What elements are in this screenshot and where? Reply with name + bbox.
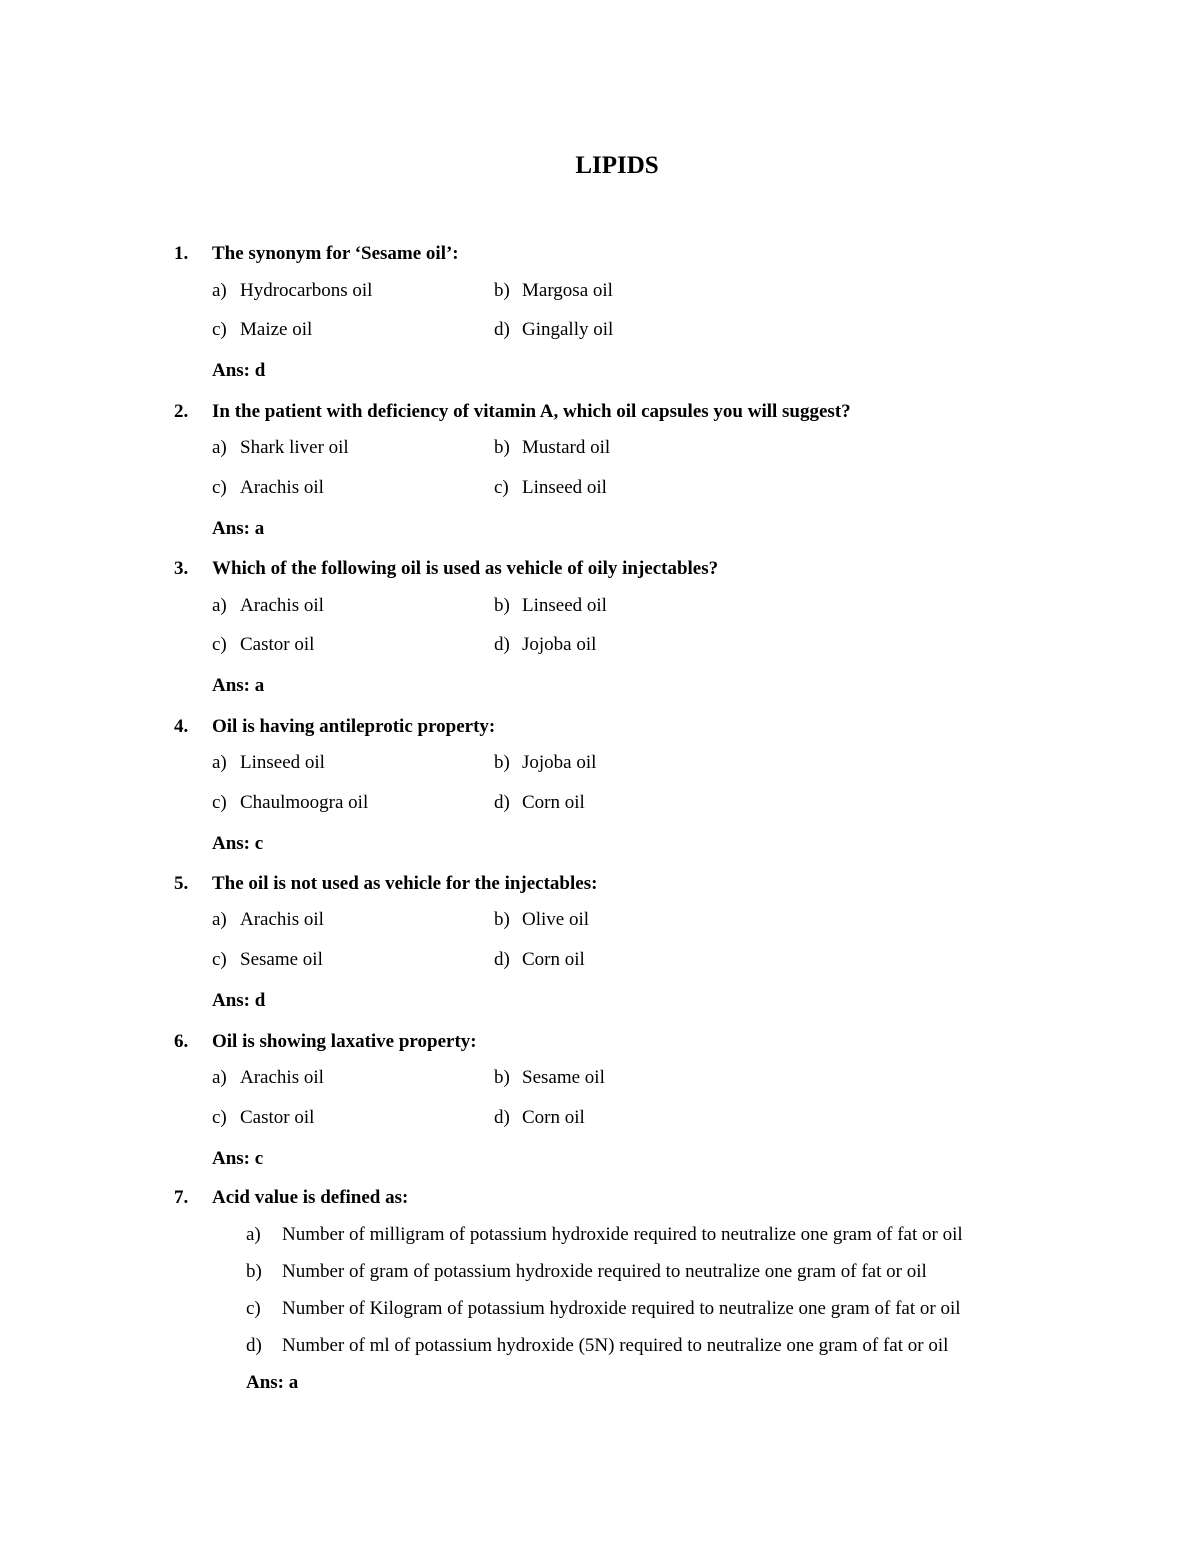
option-text: Jojoba oil [522,634,597,655]
option-a [212,752,325,774]
option-d [494,634,596,656]
option-label: d) [494,949,510,970]
option-text: Gingally oil [522,319,614,340]
option-c [212,634,314,656]
answer: Ans: c [212,833,264,854]
option-text: Castor oil [240,634,315,655]
option-text: Olive oil [522,909,590,930]
option-d [246,1335,948,1357]
option-c [212,477,324,499]
option-label: b) [246,1261,262,1282]
option-d [494,319,613,341]
option-label: d) [494,319,510,340]
option-label: d) [494,792,510,813]
question-number: 6. [174,1031,189,1052]
option-text: Hydrocarbons oil [240,280,373,301]
option-label: d) [246,1335,262,1356]
option-c [246,1298,961,1320]
option-text: Chaulmoogra oil [240,792,369,813]
option-text: Corn oil [522,949,585,970]
option-label: a) [212,595,227,616]
option-text: Number of ml of potassium hydroxide (5N) required to neutralize one gram of fat or oil [282,1335,949,1356]
question-text: Which of the following oil is used as vehicle of oily injectables? [212,558,719,579]
answer: Ans: d [212,990,266,1011]
option-text: Castor oil [240,1107,315,1128]
option-label: a) [212,1067,227,1088]
option-text: Shark liver oil [240,437,349,458]
option-text: Linseed oil [522,595,607,616]
option-d [494,792,585,814]
page-title: LIPIDS [575,152,659,179]
option-text: Number of milligram of potassium hydroxide required to neutralize one gram of fat or oil [282,1224,963,1245]
option-b [494,909,589,931]
question-text: Acid value is defined as: [212,1187,409,1208]
option-b [494,1067,605,1089]
option-label: b) [494,909,510,930]
answer: Ans: d [212,360,266,381]
option-d [494,1107,585,1129]
option-text: Corn oil [522,792,585,813]
option-text: Arachis oil [240,1067,324,1088]
question-number: 3. [174,558,189,579]
question-number: 4. [174,716,189,737]
option-b [494,752,596,774]
option-b [246,1261,927,1283]
option-label: c) [212,1107,227,1128]
option-label: c) [212,477,227,498]
option-text: Number of gram of potassium hydroxide required to neutralize one gram of fat or oil [282,1261,927,1282]
question-number: 5. [174,873,189,894]
question-text: In the patient with deficiency of vitamin A, which oil capsules you will suggest? [212,401,851,422]
option-a [246,1224,963,1246]
option-d [494,949,585,971]
option-text: Arachis oil [240,595,324,616]
option-c [212,319,312,341]
option-label: a) [212,752,227,773]
option-label: b) [494,1067,510,1088]
option-text: Corn oil [522,1107,585,1128]
option-c [212,792,368,814]
option-text: Jojoba oil [522,752,597,773]
option-label: a) [212,909,227,930]
option-label: b) [494,752,510,773]
answer: Ans: a [212,518,265,539]
option-label: c) [212,319,227,340]
option-b [494,595,607,617]
option-text: Maize oil [240,319,313,340]
question-number: 1. [174,243,189,264]
answer: Ans: a [212,675,265,696]
option-text: Sesame oil [240,949,323,970]
option-label: c) [494,477,509,498]
option-b [494,437,610,459]
option-text: Arachis oil [240,477,324,498]
option-label: c) [212,792,227,813]
option-text: Linseed oil [522,477,607,498]
answer: Ans: a [246,1372,299,1393]
option-label: a) [212,280,227,301]
option-c [212,1107,314,1129]
question-text: The synonym for ‘Sesame oil’: [212,243,459,264]
option-label: c) [246,1298,261,1319]
question-text: The oil is not used as vehicle for the injectables: [212,873,598,894]
option-label: d) [494,634,510,655]
option-text: Linseed oil [240,752,325,773]
option-label: c) [212,949,227,970]
option-label: d) [494,1107,510,1128]
option-label: a) [212,437,227,458]
question-text: Oil is having antileprotic property: [212,716,496,737]
option-text: Mustard oil [522,437,611,458]
question-number: 2. [174,401,189,422]
option-a [212,909,324,931]
option-label: b) [494,595,510,616]
answer: Ans: c [212,1148,264,1169]
option-a [212,437,349,459]
option-b [494,280,613,302]
question-text: Oil is showing laxative property: [212,1031,477,1052]
option-a [212,280,372,302]
option-c [212,949,323,971]
option-d [494,477,607,499]
option-label: c) [212,634,227,655]
option-label: a) [246,1224,261,1245]
option-text: Number of Kilogram of potassium hydroxide required to neutralize one gram of fat or oil [282,1298,961,1319]
option-text: Sesame oil [522,1067,605,1088]
question-number: 7. [174,1187,189,1208]
option-a [212,1067,324,1089]
option-text: Margosa oil [522,280,613,301]
option-label: b) [494,280,510,301]
option-label: b) [494,437,510,458]
option-a [212,595,324,617]
option-text: Arachis oil [240,909,324,930]
